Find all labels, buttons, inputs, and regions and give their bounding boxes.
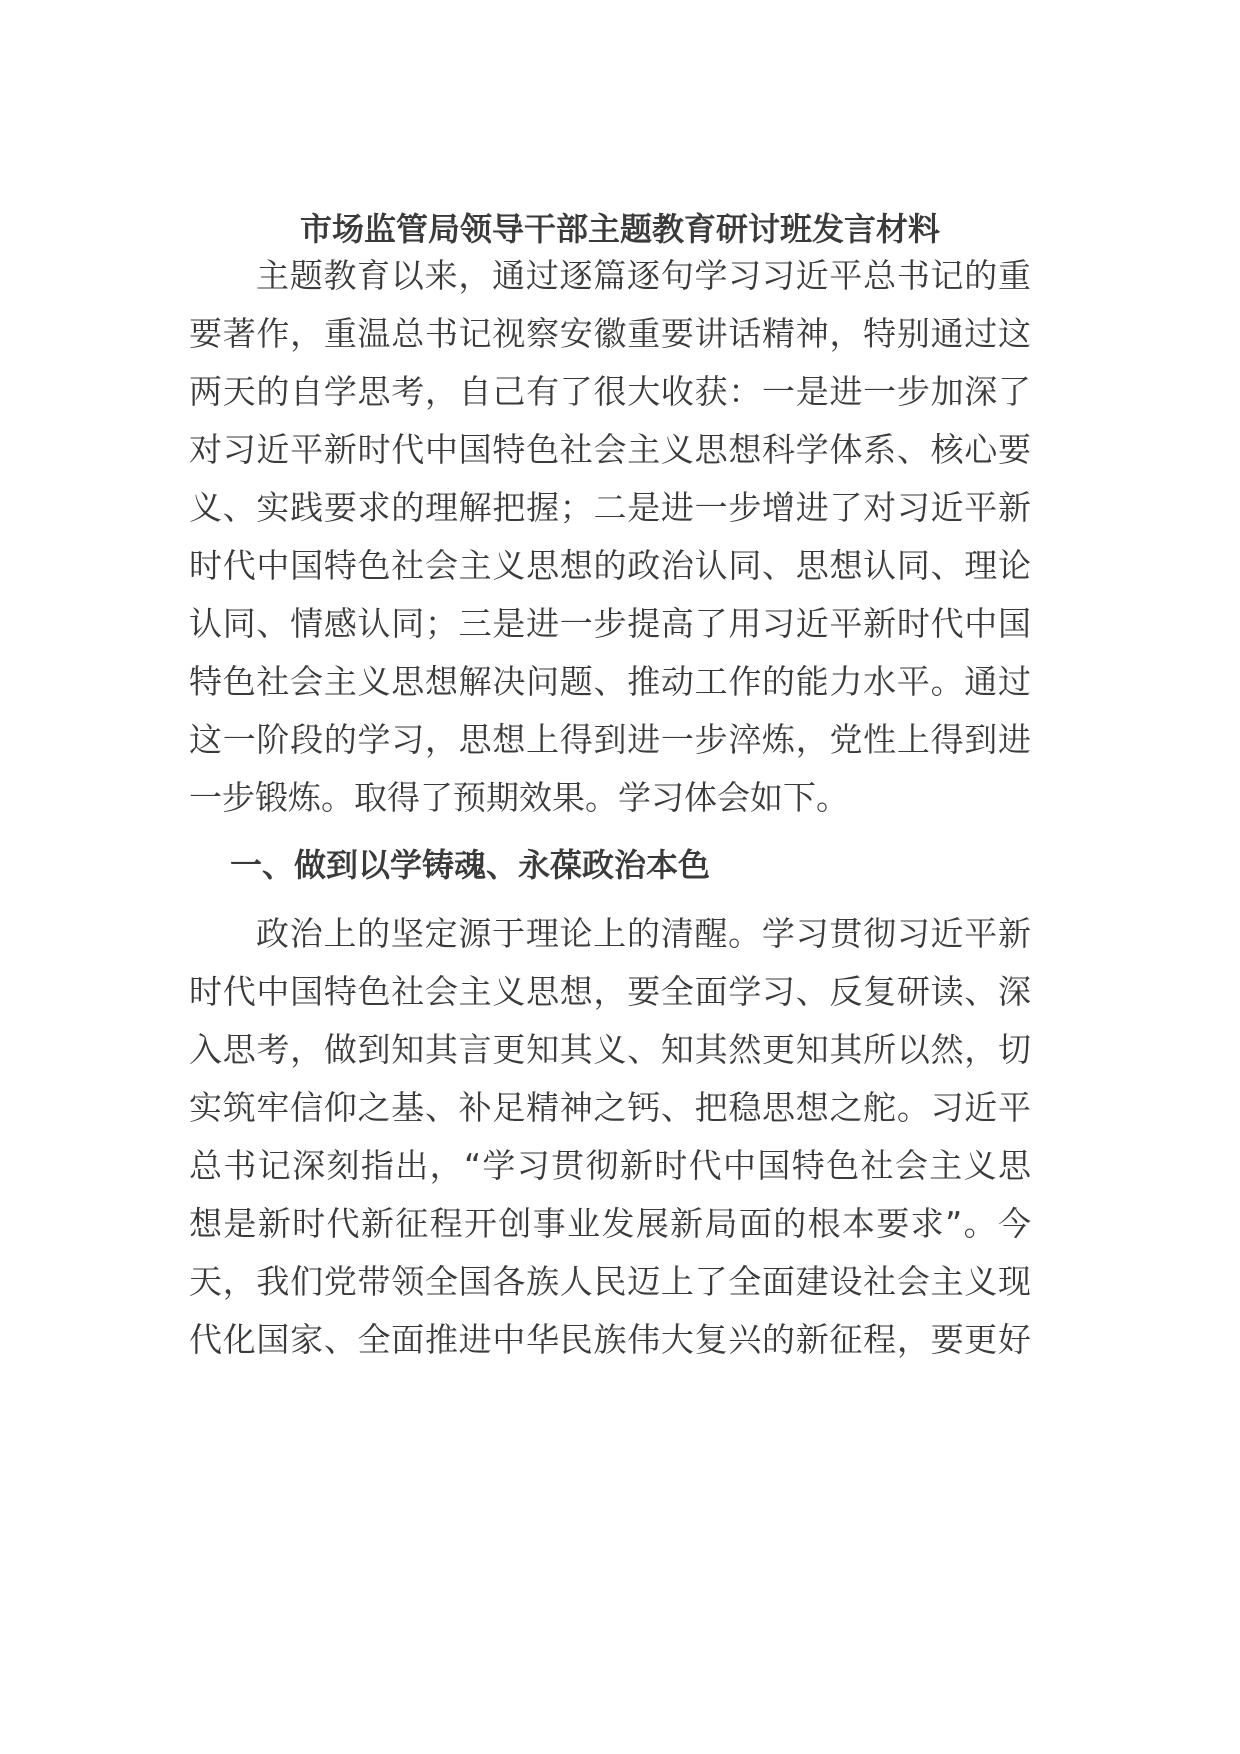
paragraph-line: 两天的自学思考，自己有了很大收获：一是进一步加深了 [189,372,1031,411]
paragraph-line: 认同、情感认同；三是进一步提高了用习近平新时代中国 [189,604,1031,643]
paragraph-line: 特色社会主义思想解决问题、推动工作的能力水平。通过 [189,662,1031,701]
paragraph-line: 时代中国特色社会主义思想的政治认同、思想认同、理论 [189,546,1031,585]
paragraph-line: 代化国家、全面推进中华民族伟大复兴的新征程，要更好 [189,1320,1031,1359]
document-title: 市场监管局领导干部主题教育研讨班发言材料 [299,210,940,248]
paragraph-line: 想是新时代新征程开创事业发展新局面的根本要求”。今 [189,1204,1031,1243]
paragraph-line: 一步锻炼。取得了预期效果。学习体会如下。 [189,778,849,817]
paragraph-line: 实筑牢信仰之基、补足精神之钙、把稳思想之舵。习近平 [189,1088,1031,1127]
paragraph-line: 要著作，重温总书记视察安徽重要讲话精神，特别通过这 [189,314,1031,353]
paragraph-line: 主题教育以来，通过逐篇逐句学习习近平总书记的重 [256,256,1031,295]
section-heading: 一、做到以学铸魂、永葆政治本色 [230,846,711,884]
paragraph-line: 对习近平新时代中国特色社会主义思想科学体系、核心要 [189,430,1031,469]
paragraph-line: 天，我们党带领全国各族人民迈上了全面建设社会主义现 [189,1262,1031,1301]
paragraph-line: 时代中国特色社会主义思想，要全面学习、反复研读、深 [189,972,1031,1011]
paragraph-line: 总书记深刻指出，“学习贯彻新时代中国特色社会主义思 [189,1146,1031,1185]
paragraph-line: 义、实践要求的理解把握；二是进一步增进了对习近平新 [189,488,1031,527]
paragraph-line: 这一阶段的学习，思想上得到进一步淬炼，党性上得到进 [189,720,1031,759]
paragraph-line: 入思考，做到知其言更知其义、知其然更知其所以然，切 [189,1030,1031,1069]
paragraph-line: 政治上的坚定源于理论上的清醒。学习贯彻习近平新 [256,914,1031,953]
